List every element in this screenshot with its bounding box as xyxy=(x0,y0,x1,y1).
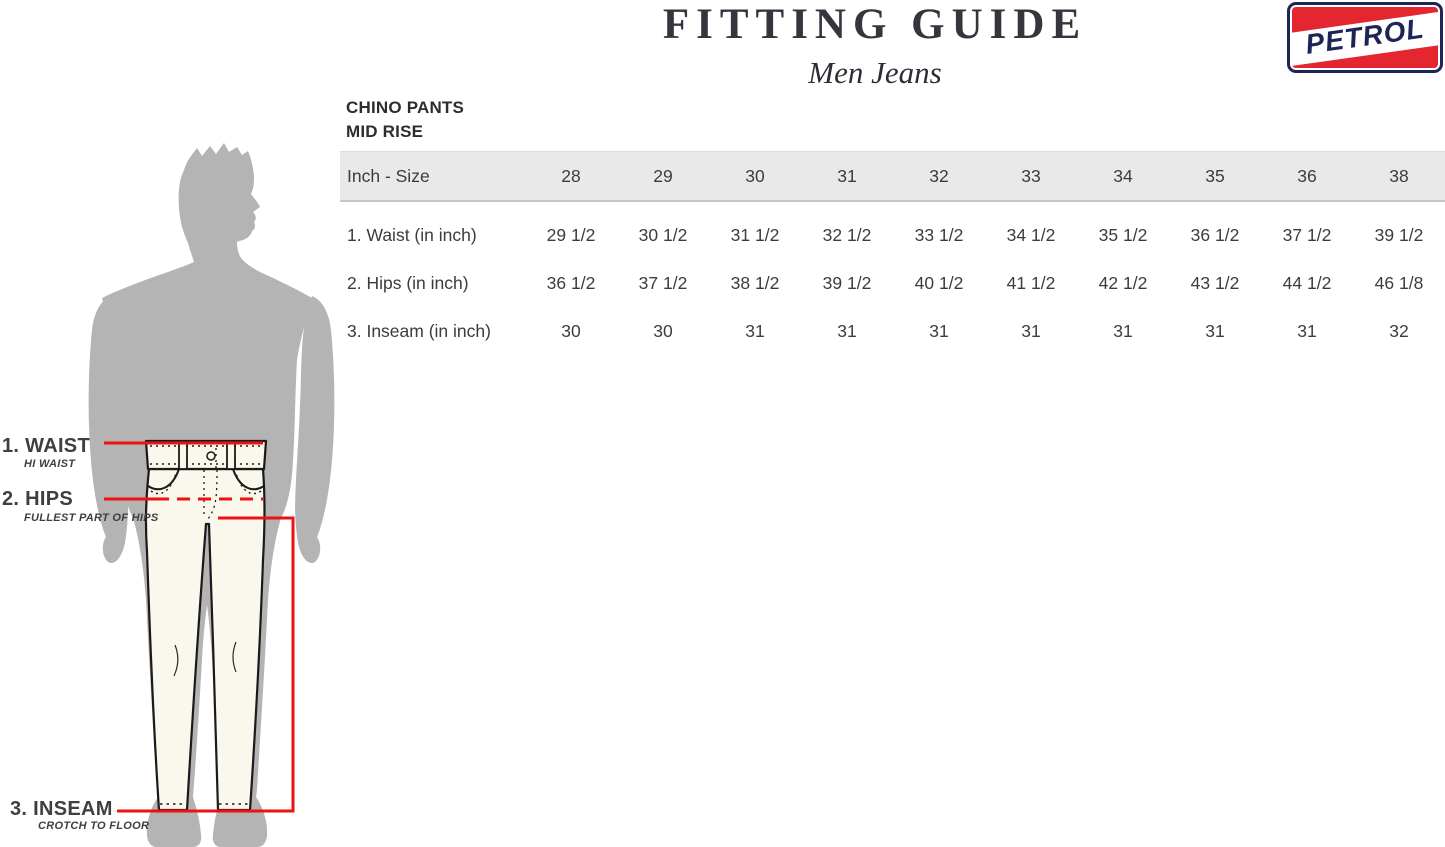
size-column-header: 32 xyxy=(893,152,985,202)
waist-value: 34 1/2 xyxy=(1006,224,1056,245)
size-column-header: 36 xyxy=(1261,152,1353,202)
inseam-value: 31 xyxy=(929,320,949,341)
hips-label: 2. HIPS xyxy=(2,488,74,510)
inseam-value: 32 xyxy=(1389,320,1409,341)
hips-value: 36 1/2 xyxy=(546,272,596,293)
hips-value: 46 1/8 xyxy=(1374,272,1424,293)
waist-value: 31 1/2 xyxy=(730,224,780,245)
petrol-logo-background xyxy=(1290,5,1440,70)
size-table-header-row xyxy=(340,152,1445,202)
size-column-header: 30 xyxy=(709,152,801,202)
waist-label: 1. WAIST xyxy=(2,435,90,457)
waist-value: 29 1/2 xyxy=(546,224,596,245)
product-name: CHINO PANTS xyxy=(346,98,465,117)
row-label: 1. Waist (in inch) xyxy=(347,224,477,245)
waist-value: 33 1/2 xyxy=(914,224,964,245)
inseam-value: 31 xyxy=(1205,320,1225,341)
waist-value: 37 1/2 xyxy=(1282,224,1332,245)
size-column-header: 38 xyxy=(1353,152,1445,202)
inseam-value: 31 xyxy=(745,320,765,341)
size-column-header: 34 xyxy=(1077,152,1169,202)
hips-value: 40 1/2 xyxy=(914,272,964,293)
inseam-sublabel: CROTCH TO FLOOR xyxy=(38,820,150,832)
hips-value: 38 1/2 xyxy=(730,272,780,293)
size-column-header: 31 xyxy=(801,152,893,202)
hips-value: 43 1/2 xyxy=(1190,272,1240,293)
inseam-label: 3. INSEAM xyxy=(10,798,113,820)
row-label: 2. Hips (in inch) xyxy=(347,272,469,293)
size-table-header-label: Inch - Size xyxy=(340,152,525,202)
waist-value: 30 1/2 xyxy=(638,224,688,245)
hips-value: 39 1/2 xyxy=(822,272,872,293)
inseam-value: 30 xyxy=(561,320,581,341)
size-table xyxy=(340,151,1445,355)
hips-value: 42 1/2 xyxy=(1098,272,1148,293)
size-column-header: 29 xyxy=(617,152,709,202)
waist-value: 32 1/2 xyxy=(822,224,872,245)
inseam-value: 30 xyxy=(653,320,673,341)
inseam-value: 31 xyxy=(837,320,857,341)
table-row-inseam xyxy=(340,307,1445,355)
product-rise: MID RISE xyxy=(346,122,424,141)
row-label: 3. Inseam (in inch) xyxy=(347,320,491,341)
petrol-logo-text: PETROL xyxy=(1303,12,1427,60)
table-row-hips xyxy=(340,259,1445,307)
size-column-header: 35 xyxy=(1169,152,1261,202)
size-column-header: 28 xyxy=(525,152,617,202)
hips-value: 41 1/2 xyxy=(1006,272,1056,293)
page-subtitle: Men Jeans xyxy=(808,55,942,90)
hips-value: 44 1/2 xyxy=(1282,272,1332,293)
waist-value: 35 1/2 xyxy=(1098,224,1148,245)
pants-drawing xyxy=(146,441,266,810)
title-block xyxy=(340,0,1410,90)
petrol-logo xyxy=(1287,2,1443,73)
hips-value: 37 1/2 xyxy=(638,272,688,293)
product-heading xyxy=(346,96,464,144)
waist-value: 36 1/2 xyxy=(1190,224,1240,245)
hips-sublabel: FULLEST PART OF HIPS xyxy=(24,512,159,524)
measurement-figure xyxy=(0,0,345,847)
waist-value: 39 1/2 xyxy=(1374,224,1424,245)
inseam-value: 31 xyxy=(1297,320,1317,341)
table-row-waist xyxy=(340,201,1445,259)
page-title: FITTING GUIDE xyxy=(662,1,1088,48)
inseam-value: 31 xyxy=(1021,320,1041,341)
size-column-header: 33 xyxy=(985,152,1077,202)
inseam-value: 31 xyxy=(1113,320,1133,341)
waist-sublabel: HI WAIST xyxy=(24,458,76,470)
